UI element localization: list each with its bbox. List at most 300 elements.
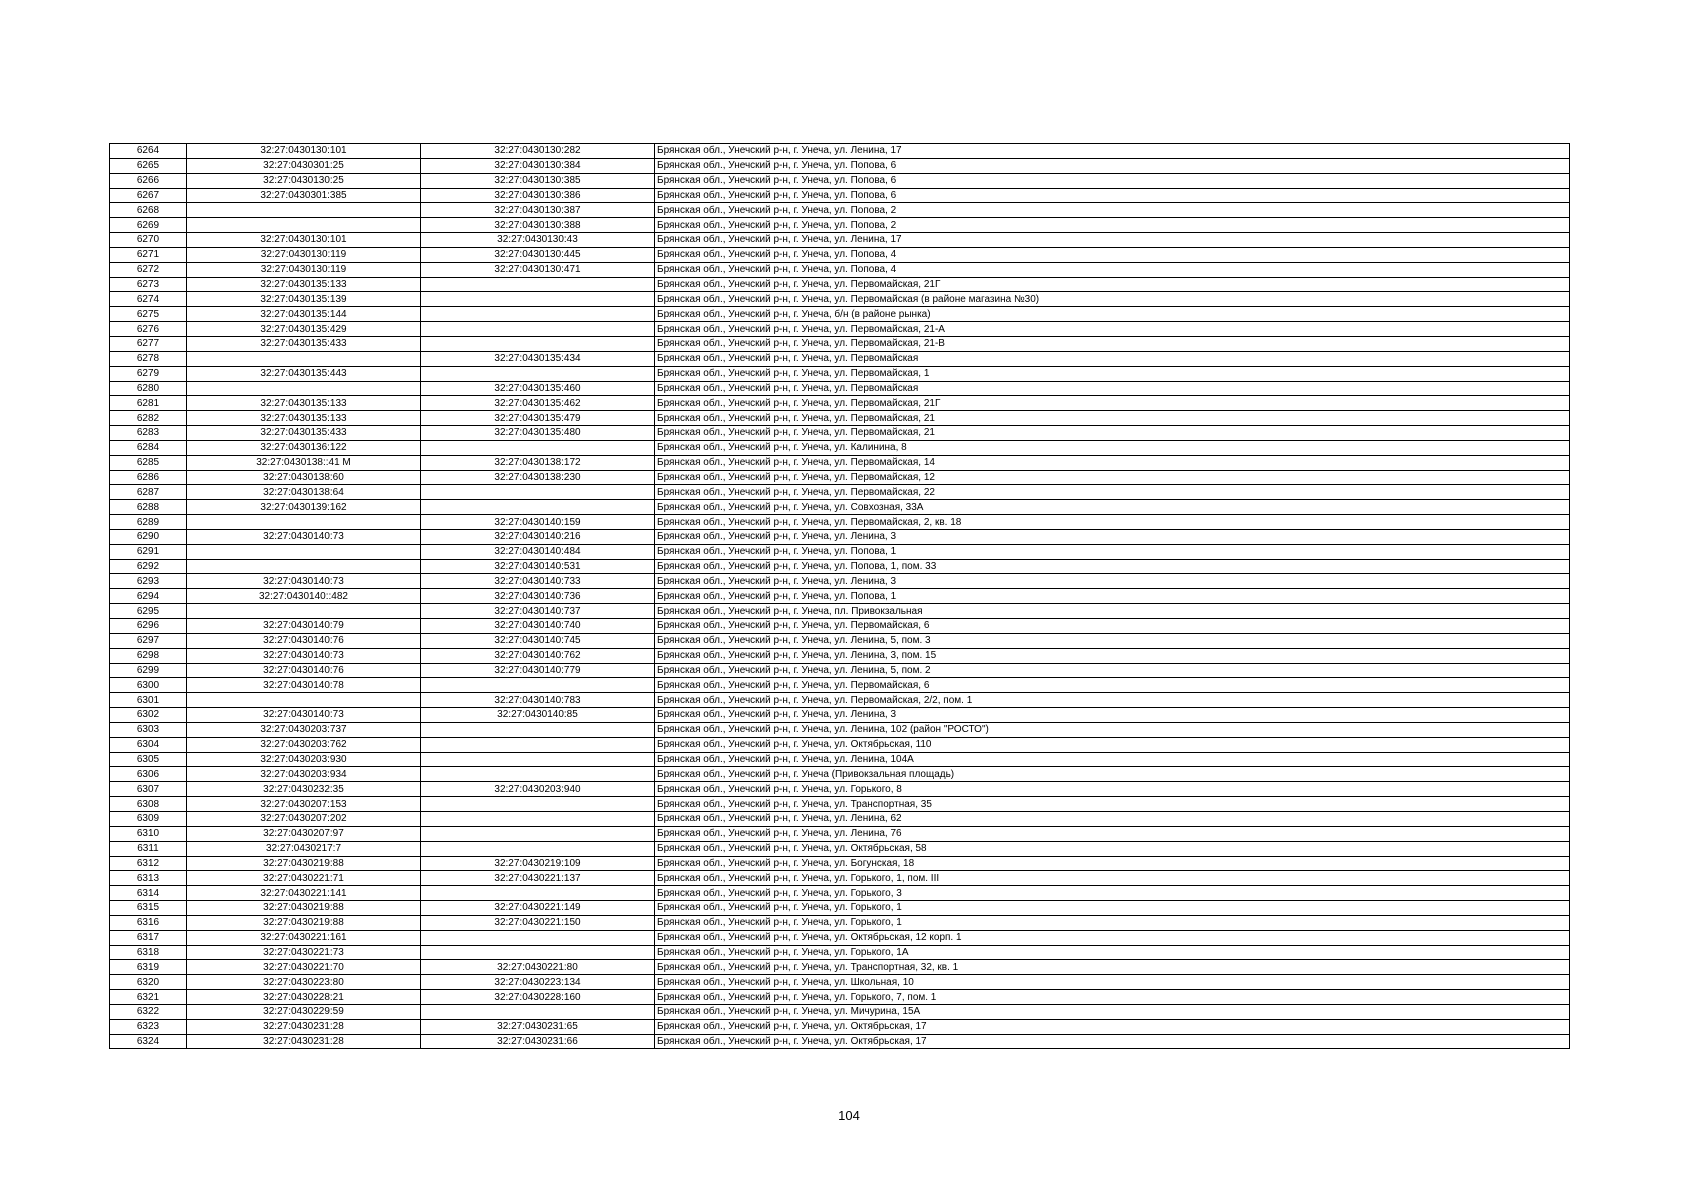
cadastral-number-cell: 32:27:0430140::482 bbox=[187, 589, 421, 604]
address-cell: Брянская обл., Унечский р-н, г. Унеча, ул. Первомайская, 14 bbox=[655, 455, 1570, 470]
related-cadastral-number-cell: 32:27:0430140:733 bbox=[421, 574, 655, 589]
table-row bbox=[110, 485, 1570, 500]
cadastral-number-cell: 32:27:0430228:21 bbox=[187, 990, 421, 1005]
table-row bbox=[110, 708, 1570, 723]
cadastral-number-cell bbox=[187, 604, 421, 619]
address-cell: Брянская обл., Унечский р-н, г. Унеча, ул. Ленина, 76 bbox=[655, 826, 1570, 841]
row-number-cell: 6280 bbox=[110, 381, 187, 396]
row-number-cell: 6286 bbox=[110, 470, 187, 485]
related-cadastral-number-cell: 32:27:0430130:384 bbox=[421, 158, 655, 173]
related-cadastral-number-cell: 32:27:0430140:762 bbox=[421, 648, 655, 663]
table-row bbox=[110, 247, 1570, 262]
related-cadastral-number-cell: 32:27:0430140:216 bbox=[421, 529, 655, 544]
cadastral-number-cell: 32:27:0430139:162 bbox=[187, 500, 421, 515]
row-number-cell: 6320 bbox=[110, 975, 187, 990]
table-row bbox=[110, 544, 1570, 559]
row-number-cell: 6269 bbox=[110, 218, 187, 233]
cadastral-number-cell: 32:27:0430232:35 bbox=[187, 782, 421, 797]
row-number-cell: 6296 bbox=[110, 619, 187, 634]
address-cell: Брянская обл., Унечский р-н, г. Унеча, ул. Горького, 1 bbox=[655, 901, 1570, 916]
cadastral-number-cell bbox=[187, 381, 421, 396]
table-row bbox=[110, 871, 1570, 886]
cadastral-number-cell: 32:27:0430130:25 bbox=[187, 173, 421, 188]
cadastral-number-cell: 32:27:0430140:73 bbox=[187, 648, 421, 663]
table-row bbox=[110, 722, 1570, 737]
related-cadastral-number-cell: 32:27:0430223:134 bbox=[421, 975, 655, 990]
row-number-cell: 6297 bbox=[110, 633, 187, 648]
address-cell: Брянская обл., Унечский р-н, г. Унеча, ул. Первомайская, 21Г bbox=[655, 277, 1570, 292]
cadastral-number-cell: 32:27:0430229:59 bbox=[187, 1004, 421, 1019]
related-cadastral-number-cell: 32:27:0430140:736 bbox=[421, 589, 655, 604]
address-cell: Брянская обл., Унечский р-н, г. Унеча, ул. Первомайская, 21-В bbox=[655, 336, 1570, 351]
cadastral-number-cell: 32:27:0430135:139 bbox=[187, 292, 421, 307]
row-number-cell: 6267 bbox=[110, 188, 187, 203]
related-cadastral-number-cell: 32:27:0430138:230 bbox=[421, 470, 655, 485]
cadastral-number-cell: 32:27:0430221:161 bbox=[187, 930, 421, 945]
address-cell: Брянская обл., Унечский р-н, г. Унеча, ул. Транспортная, 32, кв. 1 bbox=[655, 960, 1570, 975]
cadastral-number-cell bbox=[187, 544, 421, 559]
cadastral-number-cell: 32:27:0430138:64 bbox=[187, 485, 421, 500]
related-cadastral-number-cell bbox=[421, 500, 655, 515]
cadastral-number-cell: 32:27:0430221:141 bbox=[187, 886, 421, 901]
address-cell: Брянская обл., Унечский р-н, г. Унеча, ул. Первомайская, 6 bbox=[655, 619, 1570, 634]
cadastral-number-cell: 32:27:0430135:144 bbox=[187, 307, 421, 322]
cadastral-number-cell: 32:27:0430135:133 bbox=[187, 411, 421, 426]
address-cell: Брянская обл., Унечский р-н, г. Унеча, ул. Попова, 4 bbox=[655, 247, 1570, 262]
cadastral-number-cell: 32:27:0430140:76 bbox=[187, 663, 421, 678]
row-number-cell: 6308 bbox=[110, 797, 187, 812]
row-number-cell: 6317 bbox=[110, 930, 187, 945]
table-row bbox=[110, 797, 1570, 812]
address-cell: Брянская обл., Унечский р-н, г. Унеча, ул. Первомайская bbox=[655, 381, 1570, 396]
table-row bbox=[110, 782, 1570, 797]
row-number-cell: 6318 bbox=[110, 945, 187, 960]
cadastral-number-cell: 32:27:0430203:934 bbox=[187, 767, 421, 782]
table-row bbox=[110, 322, 1570, 337]
cadastral-number-cell: 32:27:0430301:385 bbox=[187, 188, 421, 203]
table-row bbox=[110, 945, 1570, 960]
cadastral-number-cell: 32:27:0430140:76 bbox=[187, 633, 421, 648]
row-number-cell: 6268 bbox=[110, 203, 187, 218]
row-number-cell: 6313 bbox=[110, 871, 187, 886]
row-number-cell: 6277 bbox=[110, 336, 187, 351]
row-number-cell: 6311 bbox=[110, 841, 187, 856]
table-row bbox=[110, 930, 1570, 945]
related-cadastral-number-cell bbox=[421, 440, 655, 455]
related-cadastral-number-cell bbox=[421, 767, 655, 782]
table-row bbox=[110, 975, 1570, 990]
related-cadastral-number-cell: 32:27:0430130:282 bbox=[421, 144, 655, 159]
table-row bbox=[110, 886, 1570, 901]
address-cell: Брянская обл., Унечский р-н, г. Унеча, ул. Первомайская, 21 bbox=[655, 426, 1570, 441]
table-row bbox=[110, 574, 1570, 589]
table-row bbox=[110, 188, 1570, 203]
row-number-cell: 6288 bbox=[110, 500, 187, 515]
related-cadastral-number-cell bbox=[421, 678, 655, 693]
cadastral-number-cell: 32:27:0430130:119 bbox=[187, 247, 421, 262]
row-number-cell: 6305 bbox=[110, 752, 187, 767]
row-number-cell: 6283 bbox=[110, 426, 187, 441]
address-cell: Брянская обл., Унечский р-н, г. Унеча, ул. Горького, 7, пом. 1 bbox=[655, 990, 1570, 1005]
cadastral-number-cell: 32:27:0430207:97 bbox=[187, 826, 421, 841]
table-row bbox=[110, 351, 1570, 366]
related-cadastral-number-cell: 32:27:0430135:479 bbox=[421, 411, 655, 426]
table-row bbox=[110, 262, 1570, 277]
address-cell: Брянская обл., Унечский р-н, г. Унеча, ул. Октябрьская, 110 bbox=[655, 737, 1570, 752]
address-cell: Брянская обл., Унечский р-н, г. Унеча, ул. Горького, 3 bbox=[655, 886, 1570, 901]
row-number-cell: 6301 bbox=[110, 693, 187, 708]
related-cadastral-number-cell bbox=[421, 322, 655, 337]
table-row bbox=[110, 663, 1570, 678]
cadastral-number-cell: 32:27:0430135:443 bbox=[187, 366, 421, 381]
related-cadastral-number-cell: 32:27:0430135:434 bbox=[421, 351, 655, 366]
cadastral-number-cell: 32:27:0430221:70 bbox=[187, 960, 421, 975]
table-row bbox=[110, 1019, 1570, 1034]
row-number-cell: 6319 bbox=[110, 960, 187, 975]
row-number-cell: 6298 bbox=[110, 648, 187, 663]
related-cadastral-number-cell: 32:27:0430140:531 bbox=[421, 559, 655, 574]
related-cadastral-number-cell bbox=[421, 945, 655, 960]
row-number-cell: 6265 bbox=[110, 158, 187, 173]
cadastral-number-cell: 32:27:0430140:73 bbox=[187, 708, 421, 723]
related-cadastral-number-cell: 32:27:0430140:159 bbox=[421, 515, 655, 530]
table-row bbox=[110, 633, 1570, 648]
address-cell: Брянская обл., Унечский р-н, г. Унеча, ул. Первомайская, 21 bbox=[655, 411, 1570, 426]
row-number-cell: 6323 bbox=[110, 1019, 187, 1034]
table-row bbox=[110, 856, 1570, 871]
related-cadastral-number-cell: 32:27:0430138:172 bbox=[421, 455, 655, 470]
related-cadastral-number-cell bbox=[421, 485, 655, 500]
row-number-cell: 6276 bbox=[110, 322, 187, 337]
related-cadastral-number-cell: 32:27:0430130:445 bbox=[421, 247, 655, 262]
address-cell: Брянская обл., Унечский р-н, г. Унеча, ул. Попова, 6 bbox=[655, 158, 1570, 173]
row-number-cell: 6266 bbox=[110, 173, 187, 188]
address-cell: Брянская обл., Унечский р-н, г. Унеча, ул. Первомайская, 2/2, пом. 1 bbox=[655, 693, 1570, 708]
cadastral-number-cell: 32:27:0430140:78 bbox=[187, 678, 421, 693]
row-number-cell: 6287 bbox=[110, 485, 187, 500]
cadastral-number-cell bbox=[187, 515, 421, 530]
address-cell: Брянская обл., Унечский р-н, г. Унеча, ул. Первомайская, 1 bbox=[655, 366, 1570, 381]
row-number-cell: 6272 bbox=[110, 262, 187, 277]
cadastral-number-cell: 32:27:0430231:28 bbox=[187, 1034, 421, 1049]
address-cell: Брянская обл., Унечский р-н, г. Унеча, ул. Ленина, 102 (район "РОСТО") bbox=[655, 722, 1570, 737]
related-cadastral-number-cell bbox=[421, 930, 655, 945]
row-number-cell: 6304 bbox=[110, 737, 187, 752]
table-row bbox=[110, 693, 1570, 708]
related-cadastral-number-cell: 32:27:0430140:745 bbox=[421, 633, 655, 648]
table-row bbox=[110, 144, 1570, 159]
address-cell: Брянская обл., Унечский р-н, г. Унеча, ул. Богунская, 18 bbox=[655, 856, 1570, 871]
related-cadastral-number-cell: 32:27:0430130:387 bbox=[421, 203, 655, 218]
address-cell: Брянская обл., Унечский р-н, г. Унеча, ул. Ленина, 3 bbox=[655, 529, 1570, 544]
row-number-cell: 6300 bbox=[110, 678, 187, 693]
table-row bbox=[110, 826, 1570, 841]
address-cell: Брянская обл., Унечский р-н, г. Унеча, ул. Первомайская, 2, кв. 18 bbox=[655, 515, 1570, 530]
table-row bbox=[110, 619, 1570, 634]
row-number-cell: 6302 bbox=[110, 708, 187, 723]
cadastral-number-cell: 32:27:0430219:88 bbox=[187, 915, 421, 930]
cadastral-number-cell: 32:27:0430203:930 bbox=[187, 752, 421, 767]
related-cadastral-number-cell: 32:27:0430203:940 bbox=[421, 782, 655, 797]
related-cadastral-number-cell: 32:27:0430140:783 bbox=[421, 693, 655, 708]
cadastral-number-cell: 32:27:0430130:101 bbox=[187, 233, 421, 248]
row-number-cell: 6279 bbox=[110, 366, 187, 381]
cadastral-number-cell: 32:27:0430231:28 bbox=[187, 1019, 421, 1034]
cadastral-number-cell: 32:27:0430130:119 bbox=[187, 262, 421, 277]
table-row bbox=[110, 396, 1570, 411]
address-cell: Брянская обл., Унечский р-н, г. Унеча, ул. Попова, 1 bbox=[655, 589, 1570, 604]
cadastral-number-cell: 32:27:0430207:202 bbox=[187, 811, 421, 826]
row-number-cell: 6281 bbox=[110, 396, 187, 411]
table-row bbox=[110, 218, 1570, 233]
table-row bbox=[110, 841, 1570, 856]
table-row bbox=[110, 811, 1570, 826]
related-cadastral-number-cell bbox=[421, 722, 655, 737]
cadastral-number-cell: 32:27:0430135:433 bbox=[187, 336, 421, 351]
table-row bbox=[110, 515, 1570, 530]
row-number-cell: 6271 bbox=[110, 247, 187, 262]
table-row bbox=[110, 158, 1570, 173]
table-row bbox=[110, 901, 1570, 916]
related-cadastral-number-cell bbox=[421, 277, 655, 292]
cadastral-number-cell: 32:27:0430221:73 bbox=[187, 945, 421, 960]
address-cell: Брянская обл., Унечский р-н, г. Унеча, ул. Первомайская, 21-А bbox=[655, 322, 1570, 337]
cadastral-number-cell: 32:27:0430223:80 bbox=[187, 975, 421, 990]
row-number-cell: 6275 bbox=[110, 307, 187, 322]
row-number-cell: 6322 bbox=[110, 1004, 187, 1019]
table-row bbox=[110, 277, 1570, 292]
related-cadastral-number-cell bbox=[421, 1004, 655, 1019]
cadastral-number-cell: 32:27:0430136:122 bbox=[187, 440, 421, 455]
address-cell: Брянская обл., Унечский р-н, г. Унеча, ул. Октябрьская, 17 bbox=[655, 1019, 1570, 1034]
related-cadastral-number-cell: 32:27:0430140:85 bbox=[421, 708, 655, 723]
row-number-cell: 6314 bbox=[110, 886, 187, 901]
row-number-cell: 6312 bbox=[110, 856, 187, 871]
address-cell: Брянская обл., Унечский р-н, г. Унеча, пл. Привокзальная bbox=[655, 604, 1570, 619]
row-number-cell: 6291 bbox=[110, 544, 187, 559]
row-number-cell: 6274 bbox=[110, 292, 187, 307]
cadastral-number-cell bbox=[187, 351, 421, 366]
table-row bbox=[110, 737, 1570, 752]
address-cell: Брянская обл., Унечский р-н, г. Унеча, ул. Первомайская bbox=[655, 351, 1570, 366]
cadastral-number-cell bbox=[187, 218, 421, 233]
table-row bbox=[110, 366, 1570, 381]
related-cadastral-number-cell bbox=[421, 841, 655, 856]
table-row bbox=[110, 233, 1570, 248]
address-cell: Брянская обл., Унечский р-н, г. Унеча, ул. Первомайская, 21Г bbox=[655, 396, 1570, 411]
row-number-cell: 6307 bbox=[110, 782, 187, 797]
table-row bbox=[110, 604, 1570, 619]
cadastral-number-cell: 32:27:0430140:73 bbox=[187, 574, 421, 589]
address-cell: Брянская обл., Унечский р-н, г. Унеча, ул. Совхозная, 33А bbox=[655, 500, 1570, 515]
registry-table-body bbox=[110, 144, 1570, 1049]
table-row bbox=[110, 767, 1570, 782]
cadastral-number-cell: 32:27:0430140:73 bbox=[187, 529, 421, 544]
row-number-cell: 6284 bbox=[110, 440, 187, 455]
related-cadastral-number-cell bbox=[421, 737, 655, 752]
table-row bbox=[110, 1004, 1570, 1019]
related-cadastral-number-cell: 32:27:0430135:462 bbox=[421, 396, 655, 411]
related-cadastral-number-cell: 32:27:0430130:388 bbox=[421, 218, 655, 233]
related-cadastral-number-cell: 32:27:0430219:109 bbox=[421, 856, 655, 871]
related-cadastral-number-cell bbox=[421, 886, 655, 901]
related-cadastral-number-cell: 32:27:0430140:484 bbox=[421, 544, 655, 559]
related-cadastral-number-cell: 32:27:0430221:137 bbox=[421, 871, 655, 886]
address-cell: Брянская обл., Унечский р-н, г. Унеча, ул. Попова, 1 bbox=[655, 544, 1570, 559]
table-row bbox=[110, 990, 1570, 1005]
cadastral-number-cell bbox=[187, 559, 421, 574]
table-row bbox=[110, 960, 1570, 975]
table-row bbox=[110, 336, 1570, 351]
row-number-cell: 6299 bbox=[110, 663, 187, 678]
row-number-cell: 6290 bbox=[110, 529, 187, 544]
cadastral-number-cell: 32:27:0430130:101 bbox=[187, 144, 421, 159]
row-number-cell: 6292 bbox=[110, 559, 187, 574]
related-cadastral-number-cell: 32:27:0430221:150 bbox=[421, 915, 655, 930]
address-cell: Брянская обл., Унечский р-н, г. Унеча, ул. Попова, 6 bbox=[655, 188, 1570, 203]
related-cadastral-number-cell bbox=[421, 292, 655, 307]
address-cell: Брянская обл., Унечский р-н, г. Унеча, ул. Попова, 2 bbox=[655, 218, 1570, 233]
related-cadastral-number-cell: 32:27:0430130:386 bbox=[421, 188, 655, 203]
table-row bbox=[110, 470, 1570, 485]
row-number-cell: 6282 bbox=[110, 411, 187, 426]
table-row bbox=[110, 426, 1570, 441]
table-row bbox=[110, 1034, 1570, 1049]
row-number-cell: 6303 bbox=[110, 722, 187, 737]
address-cell: Брянская обл., Унечский р-н, г. Унеча, ул. Ленина, 3 bbox=[655, 708, 1570, 723]
cadastral-number-cell: 32:27:0430221:71 bbox=[187, 871, 421, 886]
address-cell: Брянская обл., Унечский р-н, г. Унеча, ул. Первомайская, 12 bbox=[655, 470, 1570, 485]
table-row bbox=[110, 173, 1570, 188]
row-number-cell: 6316 bbox=[110, 915, 187, 930]
address-cell: Брянская обл., Унечский р-н, г. Унеча, ул. Горького, 1А bbox=[655, 945, 1570, 960]
related-cadastral-number-cell: 32:27:0430221:80 bbox=[421, 960, 655, 975]
cadastral-number-cell: 32:27:0430138::41 М bbox=[187, 455, 421, 470]
related-cadastral-number-cell: 32:27:0430130:43 bbox=[421, 233, 655, 248]
address-cell: Брянская обл., Унечский р-н, г. Унеча, ул. Первомайская (в районе магазина №30) bbox=[655, 292, 1570, 307]
row-number-cell: 6273 bbox=[110, 277, 187, 292]
related-cadastral-number-cell bbox=[421, 797, 655, 812]
row-number-cell: 6264 bbox=[110, 144, 187, 159]
related-cadastral-number-cell bbox=[421, 366, 655, 381]
related-cadastral-number-cell: 32:27:0430135:460 bbox=[421, 381, 655, 396]
address-cell: Брянская обл., Унечский р-н, г. Унеча, ул. Мичурина, 15А bbox=[655, 1004, 1570, 1019]
address-cell: Брянская обл., Унечский р-н, г. Унеча, ул. Ленина, 17 bbox=[655, 233, 1570, 248]
related-cadastral-number-cell: 32:27:0430221:149 bbox=[421, 901, 655, 916]
cadastral-number-cell: 32:27:0430135:433 bbox=[187, 426, 421, 441]
address-cell: Брянская обл., Унечский р-н, г. Унеча, б/н (в районе рынка) bbox=[655, 307, 1570, 322]
address-cell: Брянская обл., Унечский р-н, г. Унеча, ул. Попова, 4 bbox=[655, 262, 1570, 277]
address-cell: Брянская обл., Унечский р-н, г. Унеча, ул. Школьная, 10 bbox=[655, 975, 1570, 990]
row-number-cell: 6324 bbox=[110, 1034, 187, 1049]
related-cadastral-number-cell bbox=[421, 336, 655, 351]
cadastral-number-cell: 32:27:0430217:7 bbox=[187, 841, 421, 856]
cadastral-number-cell bbox=[187, 693, 421, 708]
address-cell: Брянская обл., Унечский р-н, г. Унеча, ул. Горького, 1 bbox=[655, 915, 1570, 930]
table-row bbox=[110, 648, 1570, 663]
table-row bbox=[110, 589, 1570, 604]
registry-table bbox=[109, 143, 1570, 1049]
address-cell: Брянская обл., Унечский р-н, г. Унеча, ул. Горького, 8 bbox=[655, 782, 1570, 797]
row-number-cell: 6306 bbox=[110, 767, 187, 782]
table-row bbox=[110, 559, 1570, 574]
row-number-cell: 6321 bbox=[110, 990, 187, 1005]
related-cadastral-number-cell: 32:27:0430130:385 bbox=[421, 173, 655, 188]
row-number-cell: 6315 bbox=[110, 901, 187, 916]
related-cadastral-number-cell bbox=[421, 307, 655, 322]
table-row bbox=[110, 529, 1570, 544]
address-cell: Брянская обл., Унечский р-н, г. Унеча, ул. Ленина, 104А bbox=[655, 752, 1570, 767]
cadastral-number-cell: 32:27:0430135:133 bbox=[187, 396, 421, 411]
address-cell: Брянская обл., Унечский р-н, г. Унеча, ул. Ленина, 5, пом. 2 bbox=[655, 663, 1570, 678]
related-cadastral-number-cell: 32:27:0430140:779 bbox=[421, 663, 655, 678]
table-row bbox=[110, 440, 1570, 455]
related-cadastral-number-cell: 32:27:0430231:65 bbox=[421, 1019, 655, 1034]
related-cadastral-number-cell: 32:27:0430140:737 bbox=[421, 604, 655, 619]
address-cell: Брянская обл., Унечский р-н, г. Унеча, ул. Попова, 6 bbox=[655, 173, 1570, 188]
address-cell: Брянская обл., Унечский р-н, г. Унеча, ул. Ленина, 3 bbox=[655, 574, 1570, 589]
address-cell: Брянская обл., Унечский р-н, г. Унеча, ул. Калинина, 8 bbox=[655, 440, 1570, 455]
related-cadastral-number-cell: 32:27:0430228:160 bbox=[421, 990, 655, 1005]
cadastral-number-cell: 32:27:0430207:153 bbox=[187, 797, 421, 812]
cadastral-number-cell: 32:27:0430219:88 bbox=[187, 856, 421, 871]
cadastral-number-cell: 32:27:0430138:60 bbox=[187, 470, 421, 485]
address-cell: Брянская обл., Унечский р-н, г. Унеча, ул. Октябрьская, 58 bbox=[655, 841, 1570, 856]
table-row bbox=[110, 752, 1570, 767]
page-number: 104 bbox=[838, 1108, 860, 1123]
table-row bbox=[110, 292, 1570, 307]
address-cell: Брянская обл., Унечский р-н, г. Унеча, ул. Ленина, 17 bbox=[655, 144, 1570, 159]
related-cadastral-number-cell: 32:27:0430231:66 bbox=[421, 1034, 655, 1049]
row-number-cell: 6309 bbox=[110, 811, 187, 826]
table-row bbox=[110, 500, 1570, 515]
cadastral-number-cell: 32:27:0430203:737 bbox=[187, 722, 421, 737]
table-row bbox=[110, 381, 1570, 396]
table-row bbox=[110, 203, 1570, 218]
address-cell: Брянская обл., Унечский р-н, г. Унеча, ул. Попова, 2 bbox=[655, 203, 1570, 218]
cadastral-number-cell: 32:27:0430135:133 bbox=[187, 277, 421, 292]
address-cell: Брянская обл., Унечский р-н, г. Унеча, ул. Попова, 1, пом. 33 bbox=[655, 559, 1570, 574]
address-cell: Брянская обл., Унечский р-н, г. Унеча, ул. Октябрьская, 12 корп. 1 bbox=[655, 930, 1570, 945]
cadastral-number-cell bbox=[187, 203, 421, 218]
row-number-cell: 6270 bbox=[110, 233, 187, 248]
related-cadastral-number-cell: 32:27:0430130:471 bbox=[421, 262, 655, 277]
related-cadastral-number-cell bbox=[421, 811, 655, 826]
address-cell: Брянская обл., Унечский р-н, г. Унеча, ул. Первомайская, 6 bbox=[655, 678, 1570, 693]
row-number-cell: 6285 bbox=[110, 455, 187, 470]
address-cell: Брянская обл., Унечский р-н, г. Унеча, ул. Октябрьская, 17 bbox=[655, 1034, 1570, 1049]
address-cell: Брянская обл., Унечский р-н, г. Унеча, ул. Ленина, 62 bbox=[655, 811, 1570, 826]
row-number-cell: 6310 bbox=[110, 826, 187, 841]
cadastral-number-cell: 32:27:0430219:88 bbox=[187, 901, 421, 916]
cadastral-number-cell: 32:27:0430140:79 bbox=[187, 619, 421, 634]
related-cadastral-number-cell bbox=[421, 826, 655, 841]
cadastral-number-cell: 32:27:0430203:762 bbox=[187, 737, 421, 752]
cadastral-number-cell: 32:27:0430301:25 bbox=[187, 158, 421, 173]
related-cadastral-number-cell bbox=[421, 752, 655, 767]
table-row bbox=[110, 678, 1570, 693]
table-row bbox=[110, 455, 1570, 470]
address-cell: Брянская обл., Унечский р-н, г. Унеча, ул. Ленина, 3, пом. 15 bbox=[655, 648, 1570, 663]
address-cell: Брянская обл., Унечский р-н, г. Унеча, ул. Первомайская, 22 bbox=[655, 485, 1570, 500]
related-cadastral-number-cell: 32:27:0430140:740 bbox=[421, 619, 655, 634]
address-cell: Брянская обл., Унечский р-н, г. Унеча, ул. Горького, 1, пом. III bbox=[655, 871, 1570, 886]
row-number-cell: 6295 bbox=[110, 604, 187, 619]
address-cell: Брянская обл., Унечский р-н, г. Унеча, ул. Транспортная, 35 bbox=[655, 797, 1570, 812]
row-number-cell: 6278 bbox=[110, 351, 187, 366]
table-row bbox=[110, 307, 1570, 322]
related-cadastral-number-cell: 32:27:0430135:480 bbox=[421, 426, 655, 441]
